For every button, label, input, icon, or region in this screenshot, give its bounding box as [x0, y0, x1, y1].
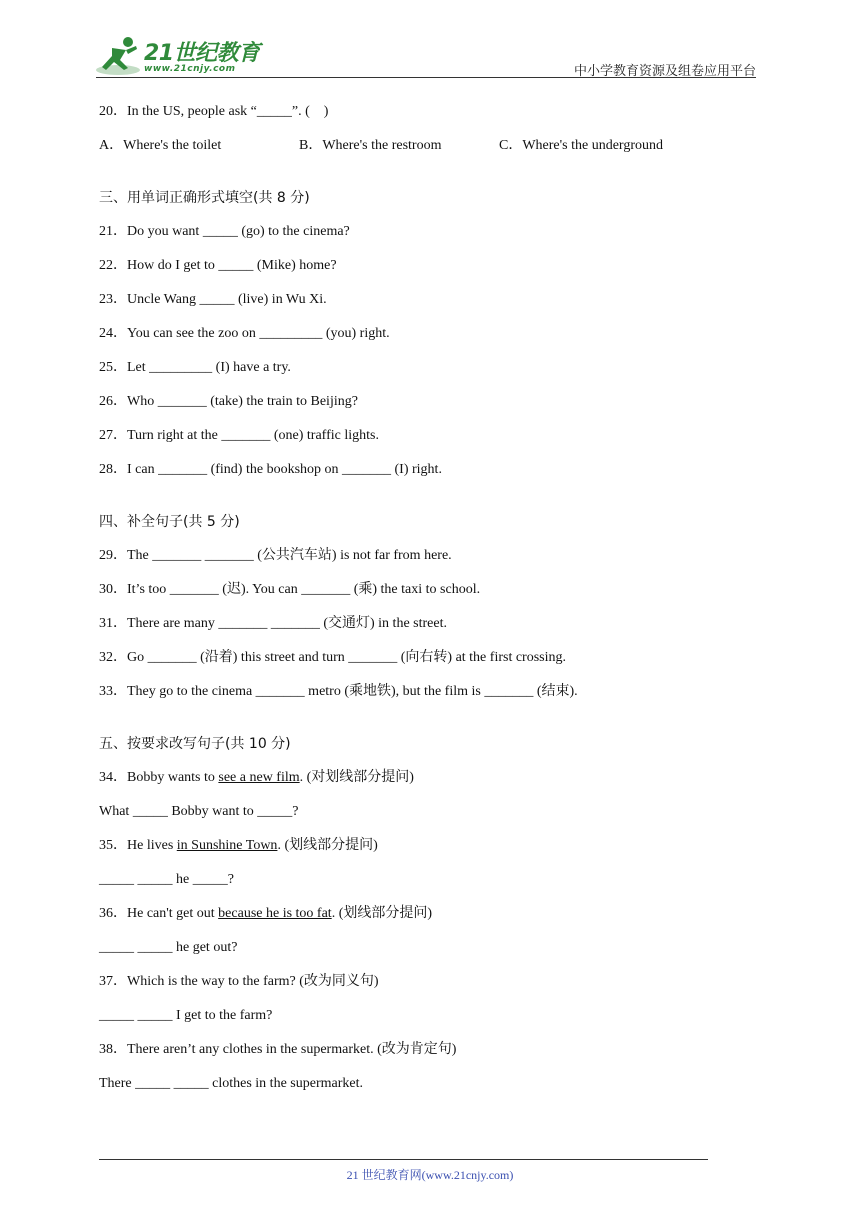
question-line: 21．Do you want _____ (go) to the cinema? [99, 224, 350, 239]
question-instruction: . (对划线部分提问) [299, 770, 414, 785]
exam-content [99, 102, 739, 1108]
question-line [99, 1040, 739, 1060]
section-title: 四、补全句子(共 5 分) [99, 514, 240, 530]
section-title: 五、按要求改写句子(共 10 分) [99, 736, 291, 752]
option-b: B．Where's the restroom [299, 138, 442, 153]
question-line [99, 972, 739, 992]
option-c: C．Where's the underground [499, 138, 664, 153]
question-line [99, 768, 739, 788]
header-divider [96, 77, 756, 78]
question-line: 31．There are many _______ _______ (交通灯) in the street. [99, 616, 447, 631]
question-line: 22．How do I get to _____ (Mike) home? [99, 258, 337, 273]
question-line: 29．The _______ _______ (公共汽车站) is not far from here. [99, 548, 452, 563]
question-line [99, 904, 739, 924]
question-20-options [99, 136, 739, 156]
question-line: 32．Go _______ (沿着) this street and turn _______ (向右转) at the first crossing. [99, 650, 566, 665]
underlined-phrase: see a new film [218, 770, 300, 785]
page-header [92, 30, 756, 78]
question-line: 33．They go to the cinema _______ metro (乘地铁), but the film is _______ (结束). [99, 684, 578, 699]
question-line [99, 836, 739, 856]
question-text: 38．There aren’t any clothes in the supermarket. (改为肯定句) [99, 1042, 457, 1057]
logo-text: 21世纪教育 [144, 41, 260, 66]
footer-divider [99, 1159, 708, 1160]
answer-line: _____ _____ I get to the farm? [99, 1008, 273, 1023]
question-text: 34．Bobby wants to [99, 770, 219, 785]
question-line: 30．It’s too _______ (迟). You can _______ (乘) the taxi to school. [99, 582, 481, 597]
question-20: 20．In the US, people ask “_____”. ( ) [99, 104, 329, 119]
question-text: 37．Which is the way to the farm? (改为同义句) [99, 974, 379, 989]
question-text: 36．He can't get out [99, 906, 219, 921]
question-line: 26．Who _______ (take) the train to Beijing? [99, 394, 358, 409]
question-line: 28．I can _______ (find) the bookshop on _______ (I) right. [99, 462, 442, 477]
question-line: 23．Uncle Wang _____ (live) in Wu Xi. [99, 292, 327, 307]
logo-url: www.21cnjy.com [144, 64, 236, 74]
question-line: 27．Turn right at the _______ (one) traffic lights. [99, 428, 379, 443]
underlined-phrase: in Sunshine Town [176, 838, 278, 853]
answer-line: What _____ Bobby want to _____? [99, 804, 299, 819]
answer-line: _____ _____ he _____? [99, 872, 234, 887]
answer-line: _____ _____ he get out? [99, 940, 238, 955]
question-instruction: . (划线部分提问) [277, 838, 378, 853]
page-footer: 21 世纪教育网(www.21cnjy.com) [346, 1168, 514, 1182]
section-title: 三、用单词正确形式填空(共 8 分) [99, 190, 310, 206]
question-instruction: . (划线部分提问) [331, 906, 433, 921]
runner-logo-icon [92, 34, 142, 78]
option-a: A．Where's the toilet [99, 138, 222, 153]
platform-name: 中小学教育资源及组卷应用平台 [573, 63, 756, 78]
question-line: 24．You can see the zoo on _________ (you) right. [99, 326, 390, 341]
underlined-phrase: because he is too fat [218, 906, 332, 921]
question-line: 25．Let _________ (I) have a try. [99, 360, 291, 375]
logo [92, 34, 262, 78]
question-text: 35．He lives [99, 838, 177, 853]
answer-line: There _____ _____ clothes in the supermarket. [99, 1076, 363, 1091]
